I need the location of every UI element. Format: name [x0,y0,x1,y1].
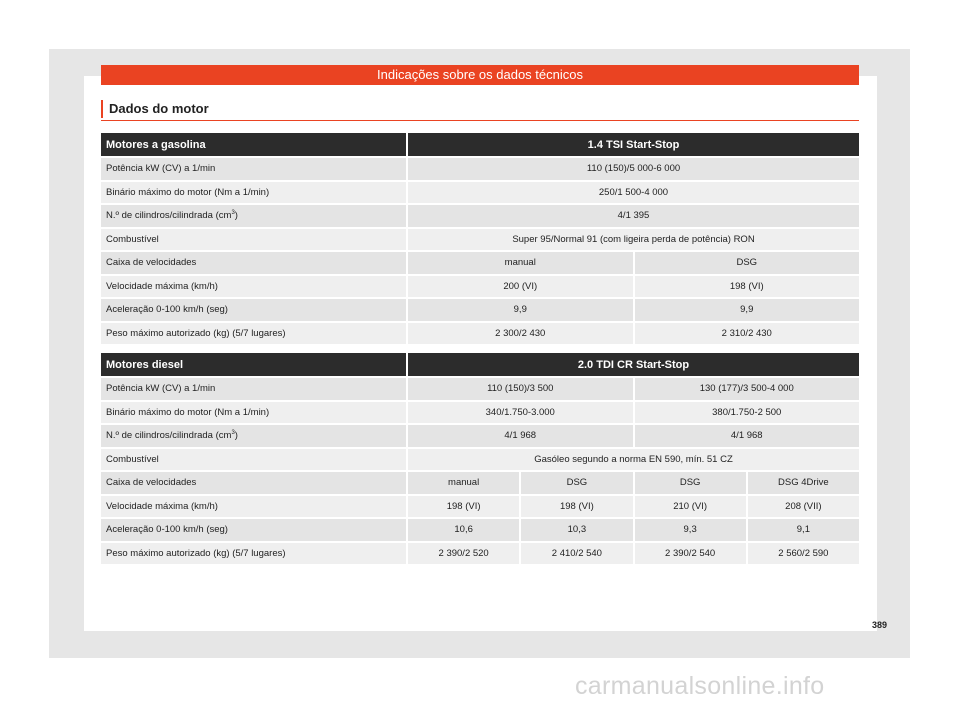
cell-value: Gasóleo segundo a norma EN 590, mín. 51 CZ [406,449,859,471]
cell-value: manual [406,252,633,274]
cell-value: Super 95/Normal 91 (com ligeira perda de potência) RON [406,229,859,251]
table-row [101,252,859,274]
table-header-row [101,353,859,376]
cell-value: 10,6 [406,519,519,541]
row-label: Combustível [101,229,406,251]
cell-value: 110 (150)/3 500 [406,378,633,400]
row-label: Caixa de velocidades [101,472,406,494]
table-row [101,496,859,518]
row-label-close: ) [234,210,238,222]
table-row [101,182,859,204]
cell-value: 340/1.750-3.000 [406,402,633,424]
cell-value: 4/1 968 [406,425,633,447]
cell-value: 198 (VI) [633,276,860,298]
header-label: Motores a gasolina [101,133,406,156]
header-engine: 1.4 TSI Start-Stop [406,133,859,156]
row-label: Peso máximo autorizado (kg) (5/7 lugares) [101,543,406,565]
cell-value: 380/1.750-2 500 [633,402,860,424]
cell-value: 110 (150)/5 000-6 000 [406,158,859,180]
petrol-engine-table [101,131,859,346]
row-label: Velocidade máxima (km/h) [101,276,406,298]
cell-value: 2 390/2 520 [406,543,519,565]
cell-value: 9,3 [633,519,746,541]
table-row [101,323,859,345]
table-row [101,519,859,541]
table-row [101,229,859,251]
cell-value: 2 300/2 430 [406,323,633,345]
cell-value: 2 410/2 540 [519,543,632,565]
row-label: Binário máximo do motor (Nm a 1/min) [101,402,406,424]
table-row [101,472,859,494]
cell-value: 10,3 [519,519,632,541]
cell-value: 198 (VI) [406,496,519,518]
watermark-text: carmanualsonline.info [575,672,825,700]
row-label: Velocidade máxima (km/h) [101,496,406,518]
cell-value: 4/1 395 [406,205,859,227]
cell-value: 2 310/2 430 [633,323,860,345]
cell-value: 9,9 [406,299,633,321]
row-label-close: ) [234,430,238,442]
header-engine: 2.0 TDI CR Start-Stop [406,353,859,376]
superscript: 3 [231,210,235,217]
superscript: 3 [231,430,235,437]
row-label: Peso máximo autorizado (kg) (5/7 lugares) [101,323,406,345]
table-row [101,378,859,400]
cell-value: 2 560/2 590 [746,543,859,565]
cell-value: DSG [633,472,746,494]
cell-value: DSG [519,472,632,494]
cell-value: 2 390/2 540 [633,543,746,565]
table-row [101,402,859,424]
row-label: Caixa de velocidades [101,252,406,274]
row-label: Aceleração 0-100 km/h (seg) [101,519,406,541]
page-number: 389 [872,620,888,630]
header-label: Motores diesel [101,353,406,376]
row-label [101,205,406,227]
cell-value: 198 (VI) [519,496,632,518]
chapter-banner: Indicações sobre os dados técnicos [101,65,859,85]
row-label: Binário máximo do motor (Nm a 1/min) [101,182,406,204]
cell-value: DSG [633,252,860,274]
diesel-engine-table [101,351,859,566]
section-title: Dados do motor [101,100,209,118]
cell-value: 250/1 500-4 000 [406,182,859,204]
cell-value: 200 (VI) [406,276,633,298]
row-label: Aceleração 0-100 km/h (seg) [101,299,406,321]
table-row [101,425,859,447]
table-row [101,205,859,227]
table-row [101,449,859,471]
cell-value: 4/1 968 [633,425,860,447]
cell-value: 208 (VII) [746,496,859,518]
cell-value: 9,9 [633,299,860,321]
table-row [101,299,859,321]
row-label [101,425,406,447]
row-label: Potência kW (CV) a 1/min [101,158,406,180]
row-label-text: N.º de cilindros/cilindrada (cm [106,430,232,442]
cell-value: 210 (VI) [633,496,746,518]
row-label: Potência kW (CV) a 1/min [101,378,406,400]
table-row [101,276,859,298]
table-row [101,543,859,565]
cell-value: 9,1 [746,519,859,541]
cell-value: 130 (177)/3 500-4 000 [633,378,860,400]
cell-value: DSG 4Drive [746,472,859,494]
table-row [101,158,859,180]
row-label-text: N.º de cilindros/cilindrada (cm [106,210,232,222]
cell-value: manual [406,472,519,494]
row-label: Combustível [101,449,406,471]
section-divider [101,120,859,121]
table-header-row [101,133,859,156]
